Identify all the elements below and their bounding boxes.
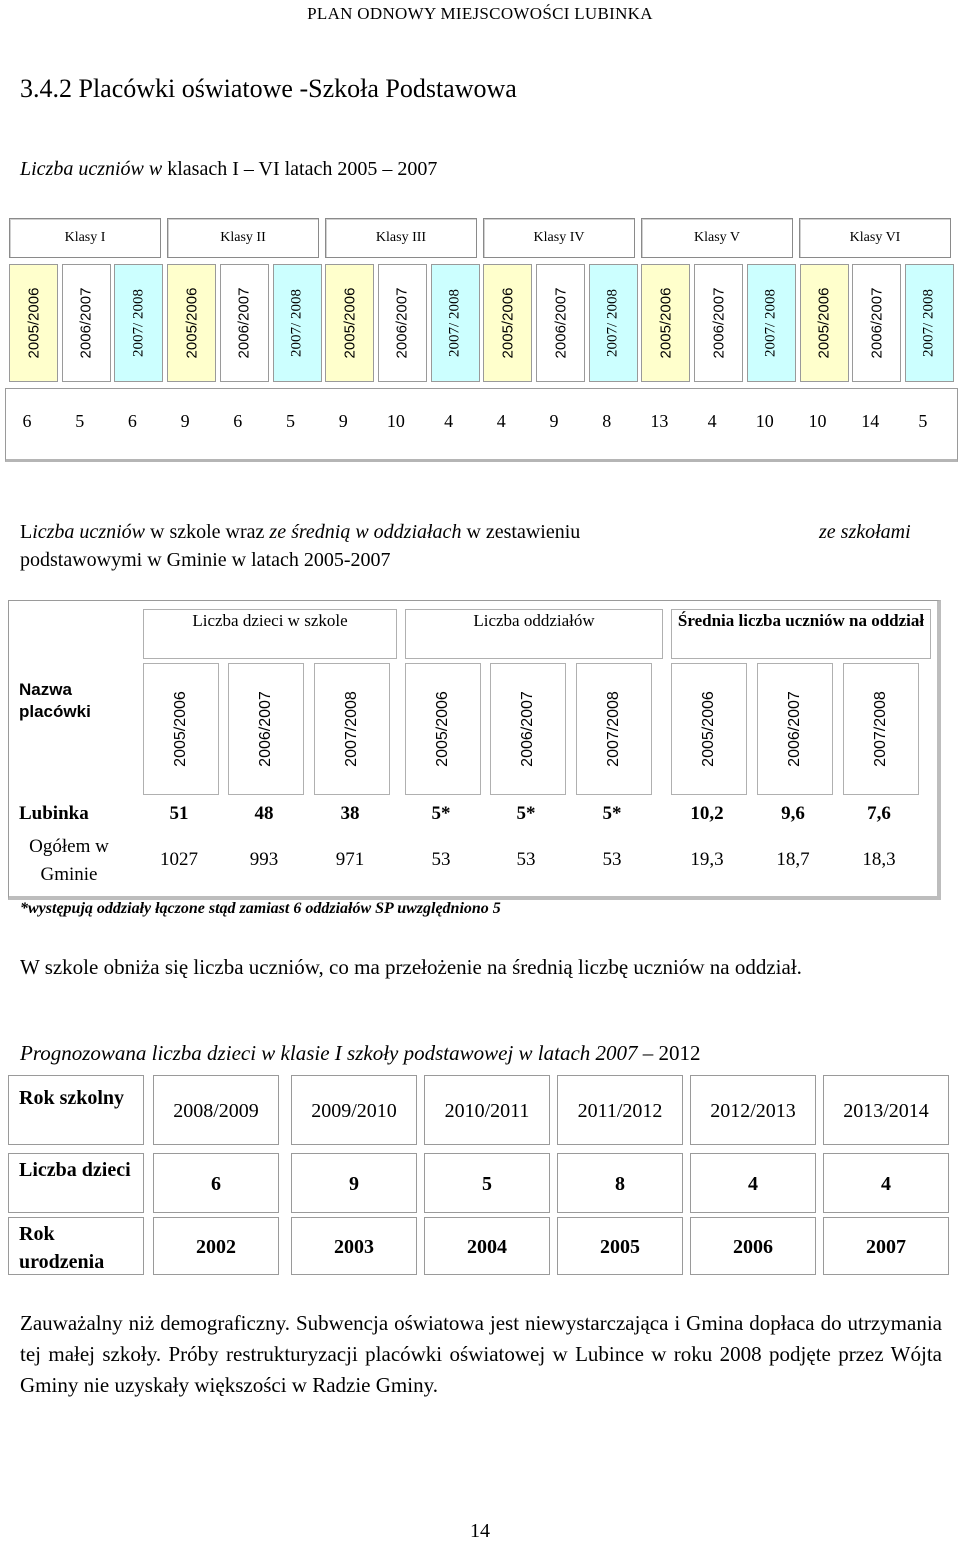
table-cell: 2005 [557,1217,683,1275]
value-cell: 6 [233,411,243,431]
year-header [273,264,322,382]
year-header [490,663,566,795]
year-header [757,663,833,795]
table-cell: 10,2 [690,803,724,824]
value-cell: 8 [602,411,612,431]
value-cell: 5 [918,411,928,431]
table-cell: 18,7 [776,849,810,870]
table-cell: 2013/2014 [823,1075,949,1145]
year-header [167,264,216,382]
year-label: 2005/2006 [499,287,517,359]
table3-caption: Prognozowana liczba dzieci w klasie I szkoły podstawowej w latach 2007 – 2012 [20,1041,701,1065]
table-cell: 2011/2012 [557,1075,683,1145]
row-label: Rok urodzenia [8,1217,144,1275]
year-label: 2007/ 2008 [446,289,463,357]
values-row [5,388,958,462]
year-header [405,663,481,795]
year-header [852,264,901,382]
year-header [905,264,954,382]
year-label: 2006/2007 [77,287,95,359]
school-comparison-table [8,600,941,900]
value-cell: 10 [808,411,827,431]
table-cell: 2006 [690,1217,816,1275]
year-header [62,264,111,382]
year-label: 2005/2006 [700,691,717,767]
table2-caption: Liczba uczniów w szkole wraz ze średnią w oddziałach w zestawieniu ze szkołami podstawowymi w Gminie w latach 2005-2007 [20,521,911,571]
year-label: 2007/ 2008 [920,289,937,357]
year-label: 2006/2007 [519,691,536,767]
table-cell: 5* [602,803,622,824]
year-label: 2006/2007 [393,287,411,359]
year-header [143,663,219,795]
year-header [9,264,58,382]
value-cell: 10 [755,411,774,431]
value-cell: 4 [707,411,717,431]
year-label: 2005/2006 [434,691,451,767]
year-label: 2007/ 2008 [130,289,147,357]
year-header [694,264,743,382]
group-header-divisions: Liczba oddziałów [405,609,663,659]
year-header [671,663,747,795]
group-header-average: Średnia liczba uczniów na oddział [671,609,931,659]
year-label: 2005/2006 [657,287,675,359]
row-label: Ogółem w Gminie [29,836,109,885]
table-cell: 53 [431,849,451,870]
year-header [220,264,269,382]
running-header: PLAN ODNOWY MIEJSCOWOŚCI LUBINKA [307,4,653,23]
value-cell: 4 [444,411,454,431]
year-label: 2005/2006 [183,287,201,359]
table-cell: 38 [340,803,360,824]
table-cell: 2004 [424,1217,550,1275]
table-cell: 8 [557,1153,683,1213]
table-cell: 971 [335,849,365,870]
year-label: 2006/2007 [552,287,569,359]
year-label: 2006/2007 [257,691,274,767]
year-label: 2007/2008 [605,691,622,767]
value-cell: 6 [127,411,137,431]
row-label: Rok szkolny [8,1075,144,1145]
class-header: Klasy IV [483,218,635,258]
year-header [536,264,585,382]
year-label: 2007/ 2008 [288,289,305,357]
table-cell: 19,3 [690,849,724,870]
table-cell: 2010/2011 [424,1075,550,1145]
year-header [800,264,849,382]
year-label: 2005/2006 [815,287,833,359]
table-cell: 5 [424,1153,550,1213]
year-label: 2006/2007 [710,287,728,359]
year-header [747,264,796,382]
table-cell: 4 [690,1153,816,1213]
year-label: 2005/2006 [172,691,189,767]
value-cell: 5 [75,411,85,431]
table-cell: 2012/2013 [690,1075,816,1145]
year-label: 2007/ 2008 [762,289,779,357]
year-header [843,663,919,795]
class-header: Klasy V [641,218,793,258]
table-cell: 5* [516,803,536,824]
year-label: 2007/ 2008 [604,289,621,357]
year-label: 2006/2007 [235,287,253,359]
value-cell: 6 [22,411,32,431]
year-header [576,663,652,795]
table-cell: 2003 [291,1217,417,1275]
value-cell: 5 [286,411,295,431]
value-cell: 9 [180,411,190,431]
table-cell: 993 [249,849,279,870]
table-cell: 18,3 [862,849,896,870]
paragraph-decline: W szkole obniża się liczba uczniów, co ma przełożenie na średnią liczbę uczniów na oddział. [20,955,802,979]
section-title: 3.4.2 Placówki oświatowe -Szkoła Podstawowa [20,74,517,103]
table-cell: 9 [291,1153,417,1213]
year-label: 2005/2006 [341,287,359,359]
year-label: 2007/2008 [872,691,889,767]
group-header-students: Liczba dzieci w szkole [143,609,397,659]
footnote: *występują oddziały łączone stąd zamiast 6 oddziałów SP uwzględniono 5 [20,900,501,917]
table-cell: 1027 [160,849,198,870]
value-cell: 10 [386,411,405,431]
class-header: Klasy III [325,218,477,258]
value-cell: 4 [496,411,506,431]
students-per-class-table [5,218,958,460]
year-header [641,264,690,382]
value-cell: 9 [549,411,559,431]
table-cell: 6 [153,1153,279,1213]
table-cell: 2008/2009 [153,1075,279,1145]
year-header [114,264,163,382]
name-column-header: Nazwa placówki [19,680,91,721]
year-label: 2007/2008 [343,691,360,767]
table-cell: 7,6 [867,803,891,824]
table-cell: 53 [516,849,536,870]
year-header [483,264,532,382]
year-header [314,663,390,795]
year-label: 2006/2007 [868,287,886,359]
table-cell: 5* [431,803,451,824]
paragraph-conclusion: Zauważalny niż demograficzny. Subwencja oświatowa jest niewystarczająca i Gmina dopłaca do utrzymania tej małej szkoły. Próby restrukturyzacji placówki oświatowej w Lubince w roku 2008 podjęte przez Wójta Gminy nie uzyskały większości w Radzie Gminy. [20,1311,942,1397]
year-header [325,264,374,382]
row-label: Lubinka [19,803,89,824]
year-label: 2006/2007 [786,691,803,767]
class-header: Klasy II [167,218,319,258]
class-header: Klasy VI [799,218,951,258]
table-cell: 48 [254,803,274,824]
table1-caption: Liczba uczniów w klasach I – VI latach 2005 – 2007 [20,158,438,180]
table-cell: 2002 [153,1217,279,1275]
row-label: Liczba dzieci [8,1153,144,1213]
year-header [378,264,427,382]
table-cell: 53 [602,849,622,870]
year-header [431,264,480,382]
value-cell: 9 [338,411,348,431]
table-cell: 2009/2010 [291,1075,417,1145]
table-cell: 9,6 [781,803,805,824]
table-cell: 51 [169,803,189,824]
year-label: 2005/2006 [25,287,42,359]
table-cell: 2007 [823,1217,949,1275]
year-header [589,264,638,382]
class-header: Klasy I [9,218,161,258]
table-cell: 4 [823,1153,949,1213]
forecast-table [8,1075,956,1275]
page-number: 14 [470,1520,490,1542]
value-cell: 14 [861,411,880,431]
year-header [228,663,304,795]
value-cell: 13 [650,411,669,431]
